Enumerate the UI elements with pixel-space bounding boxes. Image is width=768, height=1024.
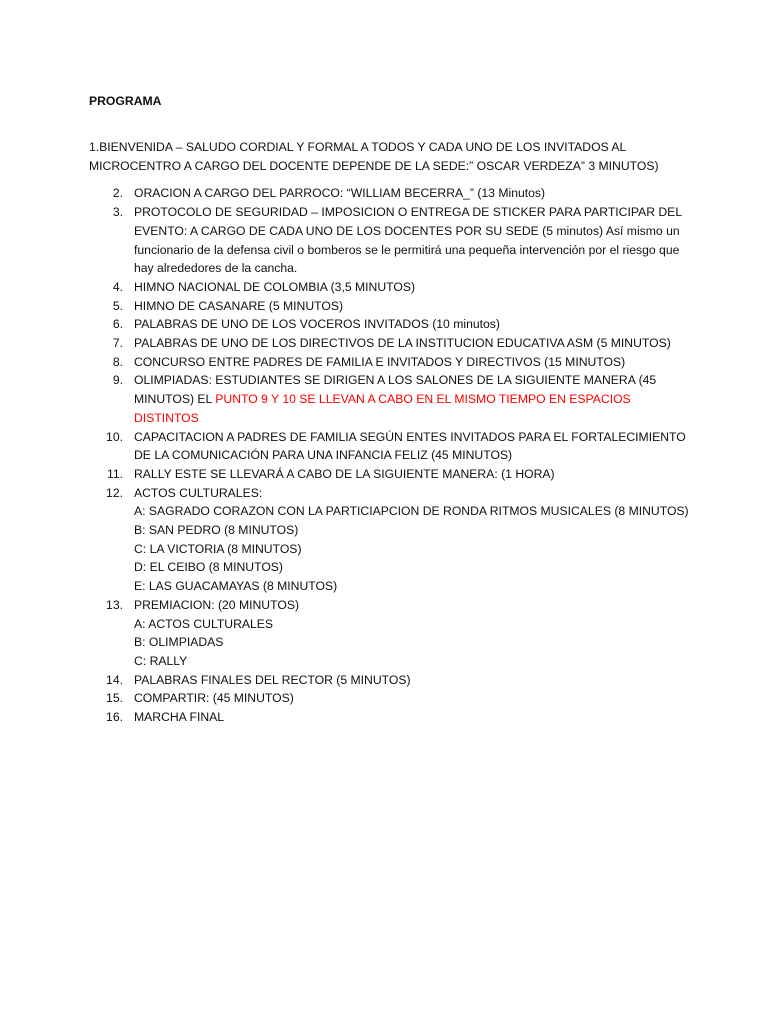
- list-item-text: HIMNO DE CASANARE (5 MINUTOS): [134, 298, 344, 313]
- list-item: [89, 203, 689, 278]
- list-item: [89, 278, 689, 297]
- list-number: 12.: [106, 485, 123, 500]
- list-number: 10.: [106, 429, 123, 444]
- list-item-text: ACTOS CULTURALES:: [134, 485, 263, 500]
- list-number: 11.: [106, 466, 123, 481]
- list-item: [89, 297, 689, 316]
- list-item-text: OLIMPIADAS: ESTUDIANTES SE DIRIGEN A LOS SALONES DE LA SIGUIENTE MANERA (45 MINUTOS) EL: [134, 373, 657, 407]
- list-item: [89, 708, 689, 727]
- list-item: [89, 184, 689, 203]
- document-body: [89, 92, 689, 727]
- program-list: [89, 184, 689, 726]
- list-item: [89, 596, 689, 671]
- list-number: 9.: [112, 373, 123, 388]
- list-item-text: MARCHA FINAL: [134, 710, 225, 725]
- list-number: 15.: [106, 691, 123, 706]
- highlighted-note: PUNTO 9 Y 10 SE LLEVAN A CABO EN EL MISMO TIEMPO EN ESPACIOS DISTINTOS: [134, 392, 631, 425]
- list-item: [89, 465, 689, 484]
- list-item: [89, 315, 689, 334]
- list-number: 3.: [112, 205, 123, 220]
- list-number: 16.: [106, 710, 123, 725]
- list-item: [89, 334, 689, 353]
- list-item-text: PALABRAS DE UNO DE LOS DIRECTIVOS DE LA INSTITUCION EDUCATIVA ASM (5 MINUTOS): [134, 336, 671, 351]
- list-item-text: PROTOCOLO DE SEGURIDAD – IMPOSICION O ENTREGA DE STICKER PARA PARTICIPAR DEL EVENTO: A CARGO DE CADA UNO DE LOS DOCENTES POR SU SEDE (5 minutos) Así mismo un funcionario de la defensa civil o bomberos se le permitirá una pequeña intervención por el riesgo que hay alrededores de la cancha.: [134, 205, 682, 276]
- list-item: [89, 428, 689, 465]
- list-item: [89, 671, 689, 690]
- sub-item: A: ACTOS CULTURALES: [134, 616, 274, 631]
- list-item-text: PREMIACION: (20 MINUTOS): [134, 597, 300, 612]
- sub-item: B: SAN PEDRO (8 MINUTOS): [134, 523, 299, 538]
- sub-item: B: OLIMPIADAS: [134, 635, 224, 650]
- sub-item: A: SAGRADO CORAZON CON LA PARTICIAPCION DE RONDA RITMOS MUSICALES (8 MINUTOS): [134, 504, 689, 519]
- list-item-text: ORACION A CARGO DEL PARROCO: “WILLIAM BECERRA_” (13 Minutos): [134, 186, 546, 201]
- list-number: 14.: [106, 672, 123, 687]
- list-item-text: PALABRAS DE UNO DE LOS VOCEROS INVITADOS (10 minutos): [134, 317, 500, 332]
- list-number: 2.: [112, 186, 123, 201]
- list-item: [89, 484, 689, 596]
- list-item: [89, 689, 689, 708]
- list-item: [89, 371, 689, 427]
- sub-item: C: RALLY: [134, 653, 188, 668]
- document-title: PROGRAMA: [89, 94, 162, 108]
- list-number: 13.: [106, 597, 123, 612]
- sub-item: C: LA VICTORIA (8 MINUTOS): [134, 541, 302, 556]
- list-number: 4.: [112, 279, 123, 294]
- list-item-text: RALLY ESTE SE LLEVARÁ A CABO DE LA SIGUIENTE MANERA: (1 HORA): [134, 466, 555, 481]
- list-item-text: CAPACITACION A PADRES DE FAMILIA SEGÚN ENTES INVITADOS PARA EL FORTALECIMIENTO DE LA COMUNICACIÓN PARA UNA INFANCIA FELIZ (45 MINUTOS): [134, 429, 686, 463]
- list-item-text: HIMNO NACIONAL DE COLOMBIA (3,5 MINUTOS): [134, 279, 416, 294]
- list-number: 6.: [112, 317, 123, 332]
- intro-paragraph: 1.BIENVENIDA – SALUDO CORDIAL Y FORMAL A TODOS Y CADA UNO DE LOS INVITADOS AL MICROCENTRO A CARGO DEL DOCENTE DEPENDE DE LA SEDE:” OSCAR VERDEZA” 3 MINUTOS): [89, 140, 659, 173]
- list-item-text: CONCURSO ENTRE PADRES DE FAMILIA E INVITADOS Y DIRECTIVOS (15 MINUTOS): [134, 354, 626, 369]
- list-item-text: COMPARTIR: (45 MINUTOS): [134, 691, 294, 706]
- list-number: 7.: [112, 336, 123, 351]
- list-item: [89, 353, 689, 372]
- sub-item: E: LAS GUACAMAYAS (8 MINUTOS): [134, 579, 338, 594]
- list-number: 8.: [112, 354, 123, 369]
- sub-item: D: EL CEIBO (8 MINUTOS): [134, 560, 283, 575]
- list-number: 5.: [112, 298, 123, 313]
- list-item-text: PALABRAS FINALES DEL RECTOR (5 MINUTOS): [134, 672, 411, 687]
